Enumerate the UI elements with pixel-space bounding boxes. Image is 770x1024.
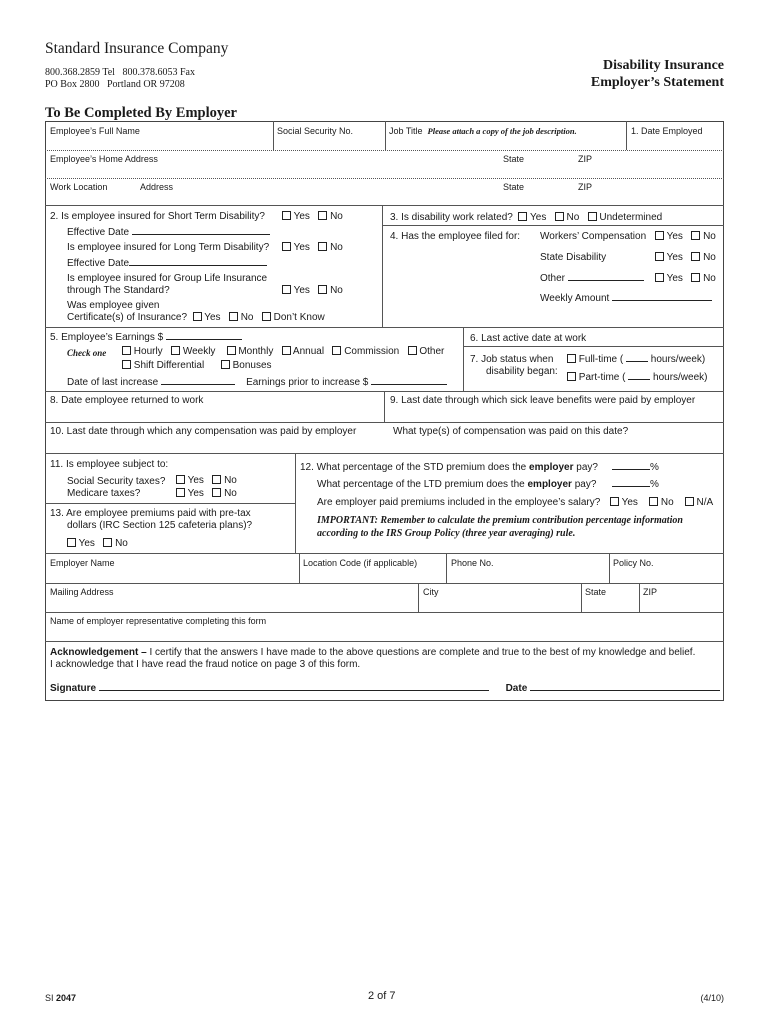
q3-yes-checkbox[interactable] [518, 212, 527, 221]
q2-ltd [67, 242, 269, 253]
yes-label: Yes [666, 231, 683, 242]
divider [295, 453, 296, 553]
divider [299, 553, 300, 583]
divider [609, 553, 610, 583]
q4-other-label: Other [540, 273, 566, 284]
q4-weekly-label: Weekly Amount [540, 293, 610, 304]
work-address-label: Address [140, 182, 174, 192]
work-zip-label: ZIP [578, 182, 593, 192]
q11-medicare-no-checkbox[interactable] [212, 488, 221, 497]
q2-std [50, 211, 265, 222]
q11-medicare-yes-checkbox[interactable] [176, 488, 185, 497]
q11-text: 11. Is employee subject to: [50, 459, 169, 470]
no-label: No [224, 488, 237, 499]
q12-ltd-pct [612, 479, 659, 490]
form-prefix: SI [45, 993, 57, 1003]
divider [45, 327, 724, 328]
q12-pay-text: pay? [571, 479, 597, 490]
divider [446, 553, 447, 583]
no-label: No [115, 538, 128, 549]
divider [45, 205, 724, 206]
work-state-label: State [503, 182, 525, 192]
yes-label: Yes [187, 488, 204, 499]
q2-given-text2: Certificate(s) of Insurance? [67, 312, 188, 323]
q12-salary-no-checkbox[interactable] [649, 497, 658, 506]
divider [45, 641, 724, 642]
q10-text: 10. Last date through which any compensation was paid by employer [50, 426, 357, 437]
no-label: No [703, 252, 716, 263]
no-label: No [240, 312, 254, 323]
q12-std [300, 462, 598, 473]
ssn-label: Social Security No. [277, 126, 354, 136]
q4-text: 4. Has the employee filed for: [390, 231, 521, 242]
q7-full-time-checkbox[interactable] [567, 354, 576, 363]
q12-salary-na-checkbox[interactable] [685, 497, 694, 506]
q12-employer-bold: employer [529, 462, 574, 473]
q13-yes-checkbox[interactable] [67, 538, 76, 547]
no-label: No [330, 285, 343, 296]
form-title-line1: Disability Insurance [603, 58, 724, 73]
q4-other-no-checkbox[interactable] [691, 273, 700, 282]
q12-pay-text: pay? [573, 462, 598, 473]
q13-options [67, 538, 128, 549]
q2-given [67, 312, 325, 323]
other-label: Other [419, 346, 445, 357]
q11-ss-options [176, 475, 237, 486]
divider [45, 503, 295, 504]
divider [639, 583, 640, 612]
q13-text1: 13. Are employee premiums paid with pre-tax [50, 508, 251, 519]
q4-workers-options [655, 231, 716, 242]
ack-text1: I certify that the answers I have made to the above questions are complete and true to the best of my knowledge and belief. [146, 647, 696, 658]
prior-earnings-field[interactable] [371, 384, 447, 385]
q2-ltd-text: Is employee insured for Long Term Disability? [67, 242, 270, 253]
q2-eff1 [67, 227, 270, 238]
q12-std-pct-field[interactable] [612, 469, 650, 470]
q2-life-yes-checkbox[interactable] [282, 285, 291, 294]
q3-no-checkbox[interactable] [555, 212, 564, 221]
q5-check-one: Check one [67, 348, 107, 358]
q2-ltd-options [282, 242, 343, 253]
page-number: 2 of 7 [368, 990, 396, 1002]
divider [273, 121, 274, 150]
percent-label: % [650, 479, 659, 490]
q2-cert-dont-know-checkbox[interactable] [262, 312, 271, 321]
yes-label: Yes [78, 538, 95, 549]
q2-std-no-checkbox[interactable] [318, 211, 327, 220]
q12-ltd [317, 479, 596, 490]
no-label: No [330, 242, 343, 253]
revision-date: (4/10) [700, 993, 724, 1003]
last-increase-field[interactable] [161, 384, 235, 385]
percent-label: % [650, 462, 659, 473]
effective-date-label: Effective Date [67, 227, 130, 238]
divider [463, 327, 464, 391]
annual-label: Annual [292, 346, 325, 357]
full-time-label: Full-time ( [578, 354, 624, 365]
effective-date-label: Effective Date [67, 258, 130, 269]
q5-extra-options [122, 360, 272, 371]
q7-text2: disability began: [486, 366, 558, 377]
bonuses-label: Bonuses [232, 360, 272, 371]
divider [384, 391, 385, 422]
date-employed-label: 1. Date Employed [631, 126, 703, 136]
q5-period-options [122, 346, 444, 357]
signature-row [50, 683, 720, 694]
divider [382, 225, 724, 226]
q5-monthly-checkbox[interactable] [227, 346, 236, 355]
q12-salary-options [610, 497, 713, 508]
q2-life-options [282, 285, 343, 296]
company-phones: 800.368.2859 Tel 800.378.6053 Fax [45, 67, 195, 78]
q5-text: 5. Employee’s Earnings $ [50, 332, 164, 343]
employer-name-label: Employer Name [50, 558, 115, 568]
q11-ss-yes-checkbox[interactable] [176, 475, 185, 484]
yes-label: Yes [187, 475, 204, 486]
q7-text1: 7. Job status when [470, 354, 554, 365]
yes-label: Yes [293, 211, 310, 222]
q4-state-options [655, 252, 716, 263]
q10-what-text: What type(s) of compensation was paid on this date? [393, 426, 629, 437]
divider [45, 422, 724, 423]
ack-text2: I acknowledge that I have read the fraud notice on page 3 of this form. [50, 659, 361, 670]
q9-text: 9. Last date through which sick leave benefits were paid by employer [390, 395, 696, 406]
full-time-hours-field[interactable] [626, 361, 648, 362]
q2-ltd-no-checkbox[interactable] [318, 242, 327, 251]
q12-salary [317, 497, 600, 508]
form-no: 2047 [56, 993, 77, 1003]
employee-full-name-label: Employee’s Full Name [50, 126, 140, 136]
q7-part-time [567, 372, 707, 383]
date-field[interactable] [530, 690, 720, 691]
effective-date-field[interactable] [129, 265, 267, 266]
divider [581, 583, 582, 612]
no-label: No [703, 273, 716, 284]
no-label: No [330, 211, 343, 222]
q2-eff2 [67, 258, 267, 269]
q4-other-options [655, 273, 716, 284]
q4-workers-yes-checkbox[interactable] [655, 231, 664, 240]
yes-label: Yes [666, 273, 683, 284]
divider [385, 121, 386, 150]
no-label: No [660, 497, 674, 508]
q11-ss-no-checkbox[interactable] [212, 475, 221, 484]
q4-weekly-field[interactable] [612, 300, 712, 301]
q4-other [540, 273, 644, 284]
form-number [45, 993, 76, 1003]
q12-salary-text: Are employer paid premiums included in the employee’s salary? [317, 497, 601, 508]
divider [463, 346, 724, 347]
part-time-hours-field[interactable] [628, 379, 650, 380]
q5-commission-checkbox[interactable] [332, 346, 341, 355]
job-title-label [389, 126, 577, 136]
rep-name-label: Name of employer representative completing this form [50, 616, 267, 626]
q3-text: 3. Is disability work related? [390, 212, 513, 223]
q5-other-checkbox[interactable] [408, 346, 417, 355]
q11-medicare-label: Medicare taxes? [67, 488, 141, 499]
employer-zip-label: ZIP [643, 587, 658, 597]
q7-part-time-checkbox[interactable] [567, 372, 576, 381]
divider [418, 583, 419, 612]
mailing-address-label: Mailing Address [50, 587, 114, 597]
q2-given-text1: Was employee given [67, 300, 160, 311]
q13-text2: dollars (IRC Section 125 cafeteria plans)? [67, 520, 253, 531]
q5-shift-checkbox[interactable] [122, 360, 131, 369]
q12-important-note2: according to the IRS Group Policy (three year averaging) rule. [317, 528, 576, 539]
q4-state-no-checkbox[interactable] [691, 252, 700, 261]
q12-std-pct [612, 462, 659, 473]
yes-label: Yes [293, 242, 310, 253]
q12-employer-bold: employer [527, 479, 572, 490]
yes-label: Yes [666, 252, 683, 263]
divider [382, 205, 383, 327]
q11-ss-label: Social Security taxes? [67, 476, 166, 487]
phone-label: Phone No. [451, 558, 494, 568]
q4-other-yes-checkbox[interactable] [655, 273, 664, 282]
q2-cert-yes-checkbox[interactable] [193, 312, 202, 321]
prior-earnings-label: Earnings prior to increase $ [246, 377, 369, 388]
q12-important-note: IMPORTANT: Remember to calculate the premium contribution percentage information [317, 515, 683, 526]
q5-earnings-field[interactable] [166, 339, 242, 340]
q4-workers-label: Workers’ Compensation [540, 231, 647, 242]
hours-label: hours/week) [650, 354, 706, 365]
signature-field[interactable] [99, 690, 489, 691]
q3-undetermined-checkbox[interactable] [588, 212, 597, 221]
q12-ltd-pct-field[interactable] [612, 486, 650, 487]
yes-label: Yes [621, 497, 638, 508]
q5-weekly-checkbox[interactable] [171, 346, 180, 355]
q4-state-label: State Disability [540, 252, 607, 263]
last-increase-label: Date of last increase [67, 377, 159, 388]
date-label: Date [505, 683, 528, 694]
divider [45, 453, 724, 454]
q4-state-yes-checkbox[interactable] [655, 252, 664, 261]
part-time-label: Part-time ( [578, 372, 626, 383]
q12-ltd-text: What percentage of the LTD premium does the [317, 479, 528, 490]
job-title-text: Job Title [389, 126, 423, 136]
q5-bonuses-checkbox[interactable] [221, 360, 230, 369]
q4-weekly [540, 293, 712, 304]
q3 [390, 212, 662, 223]
q2-ltd-yes-checkbox[interactable] [282, 242, 291, 251]
q5-annual-checkbox[interactable] [282, 346, 291, 355]
q7-full-time [567, 354, 705, 365]
divider [45, 583, 724, 584]
ack-text [50, 647, 720, 658]
q11-medicare-options [176, 488, 237, 499]
home-address-label: Employee’s Home Address [50, 154, 158, 164]
home-state-label: State [503, 154, 525, 164]
weekly-label: Weekly [182, 346, 216, 357]
hourly-label: Hourly [133, 346, 163, 357]
q5-earnings [50, 332, 242, 343]
divider [45, 553, 724, 554]
q4-other-field[interactable] [568, 280, 644, 281]
q5-last-increase [67, 377, 447, 388]
undetermined-label: Undetermined [599, 212, 663, 223]
no-label: No [224, 475, 237, 486]
q13-no-checkbox[interactable] [103, 538, 112, 547]
ack-label: Acknowledgement – [50, 647, 147, 658]
no-label: No [703, 231, 716, 242]
city-label: City [423, 587, 439, 597]
q8-text: 8. Date employee returned to work [50, 395, 204, 406]
q12-std-text: 12. What percentage of the STD premium does the [300, 462, 530, 473]
job-description-note: Please attach a copy of the job description. [427, 126, 577, 136]
dont-know-label: Don’t Know [273, 312, 325, 323]
policy-label: Policy No. [613, 558, 654, 568]
q5-hourly-checkbox[interactable] [122, 346, 131, 355]
divider [626, 121, 627, 150]
q2-std-options [282, 211, 343, 222]
employer-state-label: State [585, 587, 607, 597]
yes-label: Yes [530, 212, 547, 223]
company-name: Standard Insurance Company [45, 40, 229, 57]
q12-salary-yes-checkbox[interactable] [610, 497, 619, 506]
section-title: To Be Completed By Employer [45, 105, 237, 121]
commission-label: Commission [344, 346, 400, 357]
location-code-label: Location Code (if applicable) [303, 558, 418, 568]
q2-life-text2: through The Standard? [67, 285, 170, 296]
company-address: PO Box 2800 Portland OR 97208 [45, 79, 185, 90]
work-location-label: Work Location [50, 182, 108, 192]
q2-std-text: 2. Is employee insured for Short Term Disability? [50, 211, 265, 222]
divider [45, 612, 724, 613]
monthly-label: Monthly [238, 346, 274, 357]
q4-workers-no-checkbox[interactable] [691, 231, 700, 240]
yes-label: Yes [293, 285, 310, 296]
yes-label: Yes [204, 312, 221, 323]
q2-std-yes-checkbox[interactable] [282, 211, 291, 220]
effective-date-field[interactable] [132, 234, 270, 235]
q2-life-text1: Is employee insured for Group Life Insurance [67, 273, 268, 284]
divider [45, 150, 724, 151]
form-title-line2: Employer’s Statement [590, 75, 724, 90]
hours-label: hours/week) [653, 372, 708, 383]
q2-life-no-checkbox[interactable] [318, 285, 327, 294]
shift-label: Shift Differential [133, 360, 205, 371]
na-label: N/A [696, 497, 714, 508]
no-label: No [566, 212, 580, 223]
signature-label: Signature [50, 683, 97, 694]
q2-cert-no-checkbox[interactable] [229, 312, 238, 321]
divider [45, 178, 724, 179]
q6-text: 6. Last active date at work [470, 333, 587, 344]
home-zip-label: ZIP [578, 154, 593, 164]
